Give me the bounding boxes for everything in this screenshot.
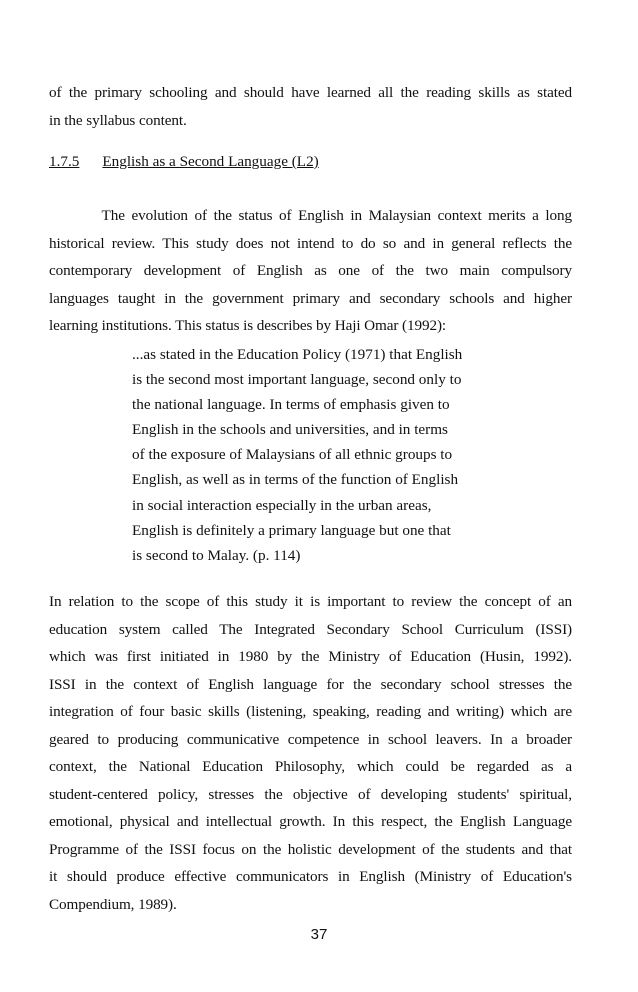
- paragraph-line: Programme of the ISSI focus on the holistic development of the students and that: [49, 840, 572, 858]
- body-paragraph-1: [49, 202, 572, 340]
- paragraph-line: In relation to the scope of this study it is important to review the concept of an: [49, 593, 572, 610]
- paragraph-line: learning institutions. This status is describes by Haji Omar (1992):: [49, 317, 447, 334]
- paragraph-line: contemporary development of English as one of the two main compulsory: [49, 262, 572, 279]
- paragraph-line: The evolution of the status of English in Malaysian context merits a long: [49, 207, 572, 224]
- quote-line: English is definitely a primary language but one that: [132, 521, 451, 539]
- paragraph-line: emotional, physical and intellectual growth. In this respect, the English Language: [49, 813, 572, 830]
- paragraph-line: it should produce effective communicators in English (Ministry of Education's: [49, 868, 572, 885]
- quote-line: of the exposure of Malaysians of all ethnic groups to: [132, 446, 453, 464]
- paragraph-line: context, the National Education Philosophy, which could be regarded as a: [49, 758, 572, 775]
- paragraph-line: historical review. This study does not intend to do so and in general reflects the: [49, 234, 572, 252]
- paragraph-line: which was first initiated in 1980 by the Ministry of Education (Husin, 1992).: [49, 648, 572, 665]
- quote-line: in social interaction especially in the urban areas,: [132, 496, 432, 514]
- intro-paragraph: [49, 79, 572, 134]
- block-quote: [132, 342, 492, 568]
- paragraph-line: geared to producing communicative competence in school leavers. In a broader: [49, 730, 572, 748]
- section-heading: [49, 148, 319, 175]
- paragraph-line: integration of four basic skills (listening, speaking, reading and writing) which are: [49, 703, 572, 720]
- quote-line: the national language. In terms of emphasis given to: [132, 396, 450, 414]
- section-number: 1.7.5: [49, 153, 80, 170]
- quote-line: is the second most important language, second only to: [132, 371, 462, 389]
- paragraph-line: in the syllabus content.: [49, 111, 187, 129]
- paragraph-line: education system called The Integrated Secondary School Curriculum (ISSI): [49, 620, 572, 638]
- page-number: 37: [310, 926, 328, 943]
- paragraph-line: student-centered policy, stresses the objective of developing students' spiritual,: [49, 785, 572, 803]
- paragraph-line: Compendium, 1989).: [49, 895, 177, 913]
- quote-line: English, as well as in terms of the function of English: [132, 471, 459, 489]
- paragraph-line: ISSI in the context of English language for the secondary school stresses the: [49, 675, 572, 693]
- quote-line: English in the schools and universities, and in terms: [132, 421, 448, 439]
- paragraph-line: languages taught in the government primary and secondary schools and higher: [49, 289, 572, 307]
- quote-line: is second to Malay. (p. 114): [132, 546, 301, 564]
- body-paragraph-2: [49, 588, 572, 918]
- paragraph-line: of the primary schooling and should have learned all the reading skills as stated: [49, 84, 572, 101]
- section-title: English as a Second Language (L2): [102, 153, 319, 170]
- quote-line: ...as stated in the Education Policy (1971) that English: [132, 346, 463, 363]
